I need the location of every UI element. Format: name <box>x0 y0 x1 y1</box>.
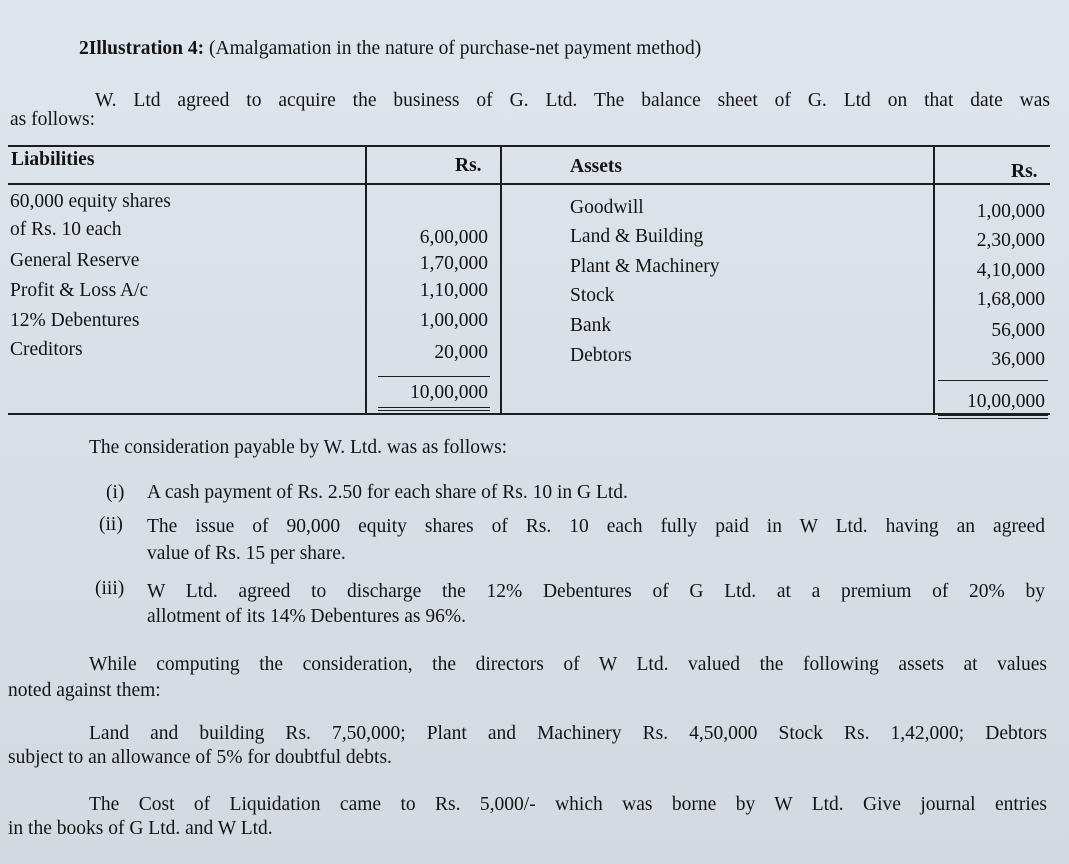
liability-amount: 1,10,000 <box>419 280 488 301</box>
paragraph-valuation-line-1: While computing the consideration, the directors of W Ltd. valued the following assets at values <box>89 654 1047 675</box>
intro-line-2: as follows: <box>10 109 96 130</box>
header-liabilities: Liabilities <box>11 149 95 170</box>
paragraph-asset-values-line-2: subject to an allowance of 5% for doubtful debts. <box>8 747 392 768</box>
asset-item: Plant & Machinery <box>570 256 720 277</box>
asset-amount: 4,10,000 <box>976 260 1045 281</box>
header-assets: Assets <box>570 156 622 177</box>
asset-item: Goodwill <box>570 197 644 218</box>
item-text: W Ltd. agreed to discharge the 12% Debentures of G Ltd. at a premium of 20% by <box>147 581 1045 602</box>
liability-amount: 1,00,000 <box>419 310 488 331</box>
header-rs-left: Rs. <box>455 155 482 176</box>
paragraph-valuation-line-2: noted against them: <box>8 680 161 701</box>
liability-amount: 20,000 <box>434 342 488 363</box>
item-text-continued: allotment of its 14% Debentures as 96%. <box>147 606 466 627</box>
liability-amount: 1,70,000 <box>419 253 488 274</box>
consideration-intro: The consideration payable by W. Ltd. was as follows: <box>89 437 508 458</box>
item-text-continued: value of Rs. 15 per share. <box>147 543 346 564</box>
liability-total: 10,00,000 <box>410 382 488 403</box>
liability-item: of Rs. 10 each <box>10 219 122 240</box>
table-divider-center <box>500 145 502 415</box>
intro-line-1: W. Ltd agreed to acquire the business of G. Ltd. The balance sheet of G. Ltd on that date was <box>95 90 1050 111</box>
asset-amount: 56,000 <box>991 320 1045 341</box>
liability-item: Profit & Loss A/c <box>10 280 149 301</box>
asset-item: Bank <box>570 315 612 336</box>
paragraph-asset-values-line-1: Land and building Rs. 7,50,000; Plant and Machinery Rs. 4,50,000 Stock Rs. 1,42,000; Debtors <box>89 723 1047 744</box>
liability-amount: 6,00,000 <box>419 227 488 248</box>
illustration-title <box>79 38 701 60</box>
asset-total: 10,00,000 <box>967 391 1045 412</box>
asset-total-rule <box>938 415 1048 416</box>
liability-item: Creditors <box>10 339 83 360</box>
liability-item: 60,000 equity shares <box>10 191 171 212</box>
table-bottom-rule <box>8 413 1050 415</box>
header-rs-right: Rs. <box>1011 161 1038 182</box>
paragraph-liquidation-line-2: in the books of G Ltd. and W Ltd. <box>8 818 273 839</box>
asset-total-rule-2 <box>938 418 1048 419</box>
asset-amount: 2,30,000 <box>976 230 1045 251</box>
item-label: (iii) <box>95 578 125 599</box>
item-label: (i) <box>106 482 125 503</box>
liability-item: General Reserve <box>10 250 140 271</box>
illustration-heading: Illustration 4: <box>88 38 205 59</box>
illustration-subtitle: (Amalgamation in the nature of purchase-net payment method) <box>209 38 702 59</box>
liability-item: 12% Debentures <box>10 310 140 331</box>
liability-total-rule-2 <box>378 410 490 411</box>
illustration-number: 2 <box>79 38 89 59</box>
table-divider-left <box>365 145 367 415</box>
asset-amount: 1,68,000 <box>976 289 1045 310</box>
asset-amount: 36,000 <box>991 349 1045 370</box>
asset-item: Debtors <box>570 345 632 366</box>
item-text: A cash payment of Rs. 2.50 for each share of Rs. 10 in G Ltd. <box>147 482 628 503</box>
liability-subtotal-rule <box>378 376 490 377</box>
table-top-rule <box>8 145 1050 147</box>
asset-amount: 1,00,000 <box>976 201 1045 222</box>
asset-item: Land & Building <box>570 226 704 247</box>
liability-total-rule <box>378 407 490 408</box>
paragraph-liquidation-line-1: The Cost of Liquidation came to Rs. 5,000/- which was borne by W Ltd. Give journal entries <box>89 794 1047 815</box>
asset-subtotal-rule <box>938 380 1048 381</box>
asset-item: Stock <box>570 285 615 306</box>
item-text: The issue of 90,000 equity shares of Rs. 10 each fully paid in W Ltd. having an agreed <box>147 516 1045 537</box>
table-header-rule <box>8 183 1050 185</box>
item-label: (ii) <box>99 514 123 535</box>
